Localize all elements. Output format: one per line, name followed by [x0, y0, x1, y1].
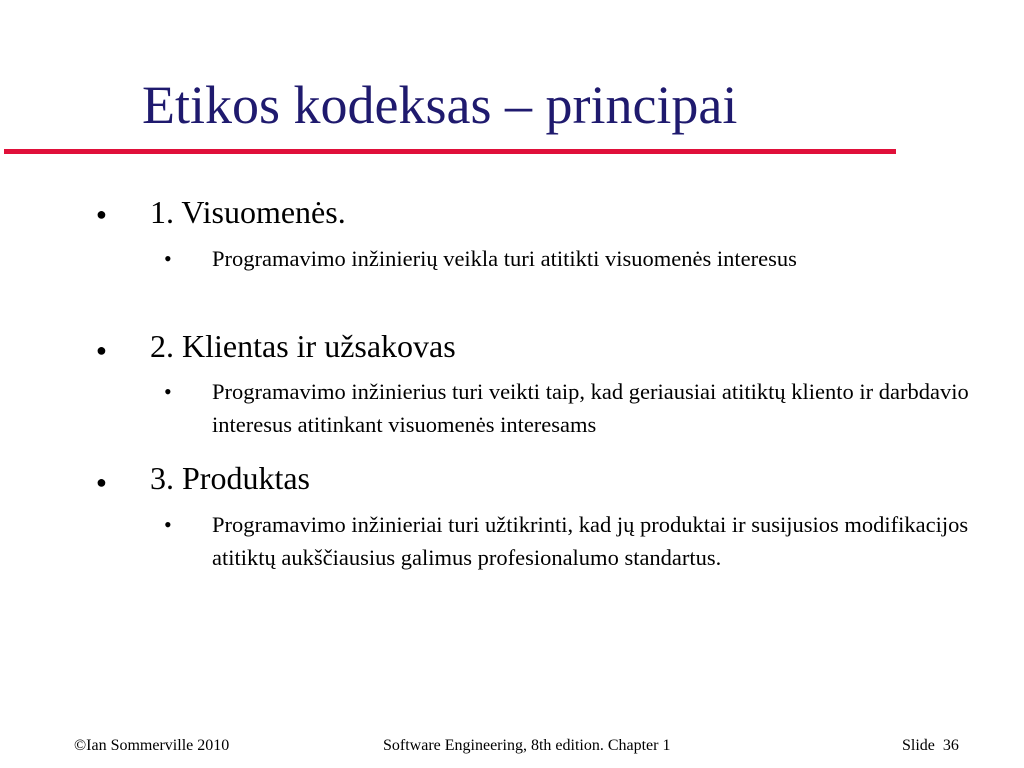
- list-item-text: Programavimo inžinierius turi veikti taip, kad geriausiai atitiktų kliento ir darbdavio interesus atitinkant visuomenės interesams: [212, 379, 969, 437]
- list-item-text: Programavimo inžinieriai turi užtikrinti, kad jų produktai ir susijusios modifikacijos atitiktų aukščiausius galimus profesionalumo standartus.: [212, 512, 969, 570]
- footer-copyright: ©Ian Sommerville 2010: [74, 737, 230, 754]
- footer-slide-number: Slide 36: [902, 737, 959, 754]
- sub-bullet-icon: •: [164, 246, 172, 271]
- sub-bullet-icon: •: [164, 379, 172, 404]
- bullet-icon: ●: [96, 340, 107, 360]
- slide-title: Etikos kodeksas – principai: [142, 75, 738, 135]
- bullet-icon: ●: [96, 472, 107, 492]
- sub-bullet-icon: •: [164, 512, 172, 537]
- list-item-heading: 1. Visuomenės.: [150, 194, 346, 230]
- title-underline: [4, 149, 896, 154]
- list-item-heading: 3. Produktas: [150, 460, 310, 496]
- bullet-icon: ●: [96, 204, 107, 224]
- footer-book-title: Software Engineering, 8th edition. Chapter 1: [383, 737, 671, 754]
- list-item-heading: 2. Klientas ir užsakovas: [150, 328, 456, 364]
- list-item-text: Programavimo inžinierių veikla turi atitikti visuomenės interesus: [212, 246, 797, 271]
